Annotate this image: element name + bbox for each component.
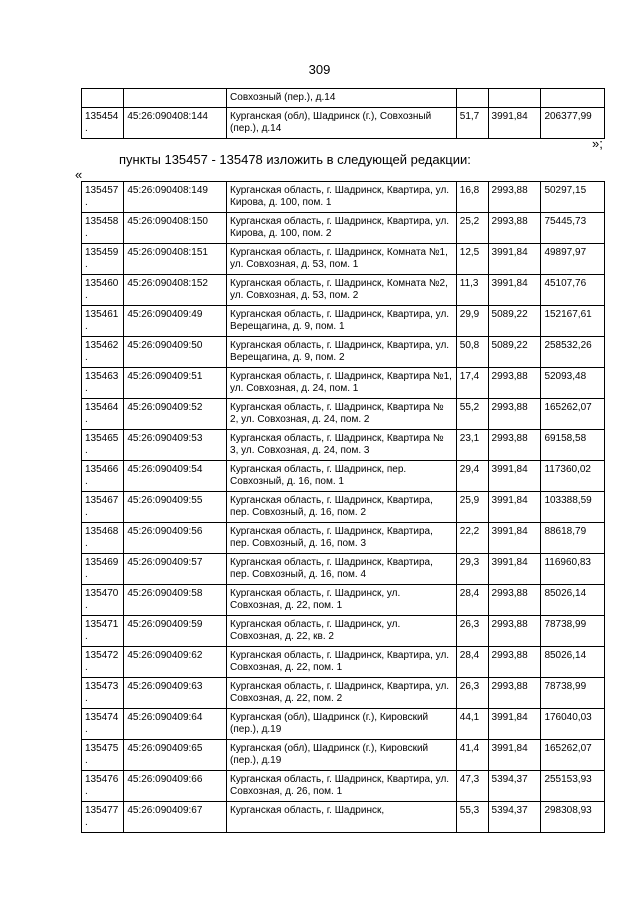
cadastral-number-cell: 45:26:090409:64 bbox=[124, 709, 227, 740]
value-cell: 152167,61 bbox=[541, 306, 605, 337]
address-cell: Курганская область, г. Шадринск, Комната №1, ул. Совхозная, д. 53, пом. 1 bbox=[227, 244, 457, 275]
area-cell: 12,5 bbox=[456, 244, 488, 275]
cadastral-number-cell: 45:26:090409:59 bbox=[124, 616, 227, 647]
cadastral-number-cell: 45:26:090408:152 bbox=[124, 275, 227, 306]
area-cell: 16,8 bbox=[456, 182, 488, 213]
cadastral-number-cell: 45:26:090409:63 bbox=[124, 678, 227, 709]
address-cell: Совхозный (пер.), д.14 bbox=[227, 89, 457, 108]
value-cell: 176040,03 bbox=[541, 709, 605, 740]
table-row bbox=[82, 492, 605, 523]
cadastral-number-cell: 45:26:090408:150 bbox=[124, 213, 227, 244]
address-cell: Курганская область, г. Шадринск, Комната №2, ул. Совхозная, д. 53, пом. 2 bbox=[227, 275, 457, 306]
rate-cell: 2993,88 bbox=[488, 647, 541, 678]
top-table bbox=[81, 88, 605, 139]
rate-cell: 2993,88 bbox=[488, 368, 541, 399]
rate-cell: 3991,84 bbox=[488, 108, 541, 139]
row-number-cell: 135469. bbox=[82, 554, 124, 585]
address-cell: Курганская (обл), Шадринск (г.), Совхозный (пер.), д.14 bbox=[227, 108, 457, 139]
table-row bbox=[82, 616, 605, 647]
value-cell: 117360,02 bbox=[541, 461, 605, 492]
table-row bbox=[82, 709, 605, 740]
rate-cell: 2993,88 bbox=[488, 585, 541, 616]
cadastral-number-cell: 45:26:090409:57 bbox=[124, 554, 227, 585]
address-cell: Курганская область, г. Шадринск, пер. Совхозный, д. 16, пом. 1 bbox=[227, 461, 457, 492]
table-row bbox=[82, 399, 605, 430]
rate-cell: 3991,84 bbox=[488, 740, 541, 771]
value-cell: 255153,93 bbox=[541, 771, 605, 802]
row-number-cell: 135461. bbox=[82, 306, 124, 337]
area-cell: 23,1 bbox=[456, 430, 488, 461]
area-cell: 29,9 bbox=[456, 306, 488, 337]
rate-cell: 5089,22 bbox=[488, 306, 541, 337]
area-cell: 28,4 bbox=[456, 585, 488, 616]
amendment-instruction: пункты 135457 - 135478 изложить в следующей редакции: bbox=[119, 152, 471, 167]
cadastral-number-cell: 45:26:090409:49 bbox=[124, 306, 227, 337]
row-number-cell: 135472. bbox=[82, 647, 124, 678]
value-cell: 85026,14 bbox=[541, 585, 605, 616]
cadastral-number-cell bbox=[124, 89, 227, 108]
row-number-cell: 135457. bbox=[82, 182, 124, 213]
address-cell: Курганская область, г. Шадринск, Квартира № 2, ул. Совхозная, д. 24, пом. 2 bbox=[227, 399, 457, 430]
area-cell: 28,4 bbox=[456, 647, 488, 678]
table-row bbox=[82, 368, 605, 399]
value-cell: 75445,73 bbox=[541, 213, 605, 244]
cadastral-number-cell: 45:26:090409:67 bbox=[124, 802, 227, 833]
row-number-cell: 135458. bbox=[82, 213, 124, 244]
value-cell: 69158,58 bbox=[541, 430, 605, 461]
address-cell: Курганская область, г. Шадринск, Квартира, ул. Совхозная, д. 22, пом. 2 bbox=[227, 678, 457, 709]
cadastral-number-cell: 45:26:090408:149 bbox=[124, 182, 227, 213]
table-row bbox=[82, 275, 605, 306]
row-number-cell: 135465. bbox=[82, 430, 124, 461]
row-number-cell: 135466. bbox=[82, 461, 124, 492]
area-cell: 55,2 bbox=[456, 399, 488, 430]
address-cell: Курганская область, г. Шадринск, ул. Совхозная, д. 22, пом. 1 bbox=[227, 585, 457, 616]
area-cell: 47,3 bbox=[456, 771, 488, 802]
row-number-cell: 135474. bbox=[82, 709, 124, 740]
cadastral-number-cell: 45:26:090409:65 bbox=[124, 740, 227, 771]
area-cell: 41,4 bbox=[456, 740, 488, 771]
table-row bbox=[82, 523, 605, 554]
cadastral-number-cell: 45:26:090409:58 bbox=[124, 585, 227, 616]
cadastral-number-cell: 45:26:090409:66 bbox=[124, 771, 227, 802]
rate-cell bbox=[488, 89, 541, 108]
table-row bbox=[82, 244, 605, 275]
table-row bbox=[82, 108, 605, 139]
row-number-cell: 135454. bbox=[82, 108, 124, 139]
rate-cell: 3991,84 bbox=[488, 461, 541, 492]
table-row bbox=[82, 678, 605, 709]
area-cell: 29,4 bbox=[456, 461, 488, 492]
table-row bbox=[82, 213, 605, 244]
address-cell: Курганская область, г. Шадринск, Квартира, ул. Верещагина, д. 9, пом. 1 bbox=[227, 306, 457, 337]
value-cell: 45107,76 bbox=[541, 275, 605, 306]
value-cell: 258532,26 bbox=[541, 337, 605, 368]
area-cell: 51,7 bbox=[456, 108, 488, 139]
row-number-cell: 135460. bbox=[82, 275, 124, 306]
table-row bbox=[82, 337, 605, 368]
value-cell: 78738,99 bbox=[541, 616, 605, 647]
area-cell: 22,2 bbox=[456, 523, 488, 554]
closing-quote: »; bbox=[592, 136, 603, 151]
cadastral-number-cell: 45:26:090409:52 bbox=[124, 399, 227, 430]
row-number-cell: 135476. bbox=[82, 771, 124, 802]
value-cell: 50297,15 bbox=[541, 182, 605, 213]
value-cell: 298308,93 bbox=[541, 802, 605, 833]
address-cell: Курганская область, г. Шадринск, Квартира, ул. Верещагина, д. 9, пом. 2 bbox=[227, 337, 457, 368]
address-cell: Курганская область, г. Шадринск, Квартира, пер. Совхозный, д. 16, пом. 4 bbox=[227, 554, 457, 585]
cadastral-number-cell: 45:26:090409:62 bbox=[124, 647, 227, 678]
value-cell: 165262,07 bbox=[541, 399, 605, 430]
area-cell: 25,9 bbox=[456, 492, 488, 523]
rate-cell: 3991,84 bbox=[488, 554, 541, 585]
table-row bbox=[82, 182, 605, 213]
cadastral-number-cell: 45:26:090409:53 bbox=[124, 430, 227, 461]
cadastral-number-cell: 45:26:090409:56 bbox=[124, 523, 227, 554]
rate-cell: 2993,88 bbox=[488, 213, 541, 244]
row-number-cell: 135475. bbox=[82, 740, 124, 771]
row-number-cell: 135464. bbox=[82, 399, 124, 430]
table-row bbox=[82, 89, 605, 108]
cadastral-number-cell: 45:26:090408:151 bbox=[124, 244, 227, 275]
rate-cell: 5394,37 bbox=[488, 802, 541, 833]
area-cell: 25,2 bbox=[456, 213, 488, 244]
rate-cell: 2993,88 bbox=[488, 678, 541, 709]
row-number-cell: 135467. bbox=[82, 492, 124, 523]
area-cell bbox=[456, 89, 488, 108]
value-cell: 52093,48 bbox=[541, 368, 605, 399]
opening-quote: « bbox=[75, 167, 83, 182]
rate-cell: 2993,88 bbox=[488, 182, 541, 213]
table-row bbox=[82, 740, 605, 771]
address-cell: Курганская область, г. Шадринск, ул. Совхозная, д. 22, кв. 2 bbox=[227, 616, 457, 647]
cadastral-number-cell: 45:26:090408:144 bbox=[124, 108, 227, 139]
rate-cell: 3991,84 bbox=[488, 709, 541, 740]
address-cell: Курганская область, г. Шадринск, Квартира № 3, ул. Совхозная, д. 24, пом. 3 bbox=[227, 430, 457, 461]
table-row bbox=[82, 306, 605, 337]
value-cell: 116960,83 bbox=[541, 554, 605, 585]
address-cell: Курганская область, г. Шадринск, Квартира, пер. Совхозный, д. 16, пом. 2 bbox=[227, 492, 457, 523]
address-cell: Курганская область, г. Шадринск, Квартира, ул. Совхозная, д. 22, пом. 1 bbox=[227, 647, 457, 678]
main-table bbox=[81, 181, 605, 833]
row-number-cell: 135459. bbox=[82, 244, 124, 275]
rate-cell: 5394,37 bbox=[488, 771, 541, 802]
address-cell: Курганская область, г. Шадринск, Квартира, пер. Совхозный, д. 16, пом. 3 bbox=[227, 523, 457, 554]
value-cell: 85026,14 bbox=[541, 647, 605, 678]
value-cell: 165262,07 bbox=[541, 740, 605, 771]
area-cell: 50,8 bbox=[456, 337, 488, 368]
table-row bbox=[82, 585, 605, 616]
area-cell: 44,1 bbox=[456, 709, 488, 740]
cadastral-number-cell: 45:26:090409:50 bbox=[124, 337, 227, 368]
area-cell: 26,3 bbox=[456, 678, 488, 709]
cadastral-number-cell: 45:26:090409:55 bbox=[124, 492, 227, 523]
address-cell: Курганская область, г. Шадринск, Квартира №1, ул. Совхозная, д. 24, пом. 1 bbox=[227, 368, 457, 399]
row-number-cell: 135477. bbox=[82, 802, 124, 833]
rate-cell: 3991,84 bbox=[488, 275, 541, 306]
row-number-cell: 135470. bbox=[82, 585, 124, 616]
address-cell: Курганская область, г. Шадринск, Квартира, ул. Кирова, д. 100, пом. 1 bbox=[227, 182, 457, 213]
rate-cell: 5089,22 bbox=[488, 337, 541, 368]
area-cell: 55,3 bbox=[456, 802, 488, 833]
table-row bbox=[82, 647, 605, 678]
value-cell: 103388,59 bbox=[541, 492, 605, 523]
row-number-cell bbox=[82, 89, 124, 108]
rate-cell: 2993,88 bbox=[488, 430, 541, 461]
area-cell: 29,3 bbox=[456, 554, 488, 585]
table-row bbox=[82, 430, 605, 461]
area-cell: 26,3 bbox=[456, 616, 488, 647]
value-cell bbox=[541, 89, 605, 108]
rate-cell: 2993,88 bbox=[488, 399, 541, 430]
rate-cell: 3991,84 bbox=[488, 492, 541, 523]
area-cell: 11,3 bbox=[456, 275, 488, 306]
value-cell: 49897,97 bbox=[541, 244, 605, 275]
address-cell: Курганская область, г. Шадринск, Квартира, ул. Совхозная, д. 26, пом. 1 bbox=[227, 771, 457, 802]
rate-cell: 3991,84 bbox=[488, 523, 541, 554]
address-cell: Курганская (обл), Шадринск (г.), Кировский (пер.), д.19 bbox=[227, 740, 457, 771]
row-number-cell: 135463. bbox=[82, 368, 124, 399]
table-row bbox=[82, 461, 605, 492]
row-number-cell: 135473. bbox=[82, 678, 124, 709]
table-row bbox=[82, 554, 605, 585]
row-number-cell: 135468. bbox=[82, 523, 124, 554]
row-number-cell: 135462. bbox=[82, 337, 124, 368]
row-number-cell: 135471. bbox=[82, 616, 124, 647]
value-cell: 78738,99 bbox=[541, 678, 605, 709]
rate-cell: 3991,84 bbox=[488, 244, 541, 275]
address-cell: Курганская (обл), Шадринск (г.), Кировский (пер.), д.19 bbox=[227, 709, 457, 740]
rate-cell: 2993,88 bbox=[488, 616, 541, 647]
page-number: 309 bbox=[308, 62, 331, 77]
address-cell: Курганская область, г. Шадринск, Квартира, ул. Кирова, д. 100, пом. 2 bbox=[227, 213, 457, 244]
value-cell: 206377,99 bbox=[541, 108, 605, 139]
cadastral-number-cell: 45:26:090409:51 bbox=[124, 368, 227, 399]
area-cell: 17,4 bbox=[456, 368, 488, 399]
address-cell: Курганская область, г. Шадринск, bbox=[227, 802, 457, 833]
cadastral-number-cell: 45:26:090409:54 bbox=[124, 461, 227, 492]
table-row bbox=[82, 802, 605, 833]
value-cell: 88618,79 bbox=[541, 523, 605, 554]
table-row bbox=[82, 771, 605, 802]
